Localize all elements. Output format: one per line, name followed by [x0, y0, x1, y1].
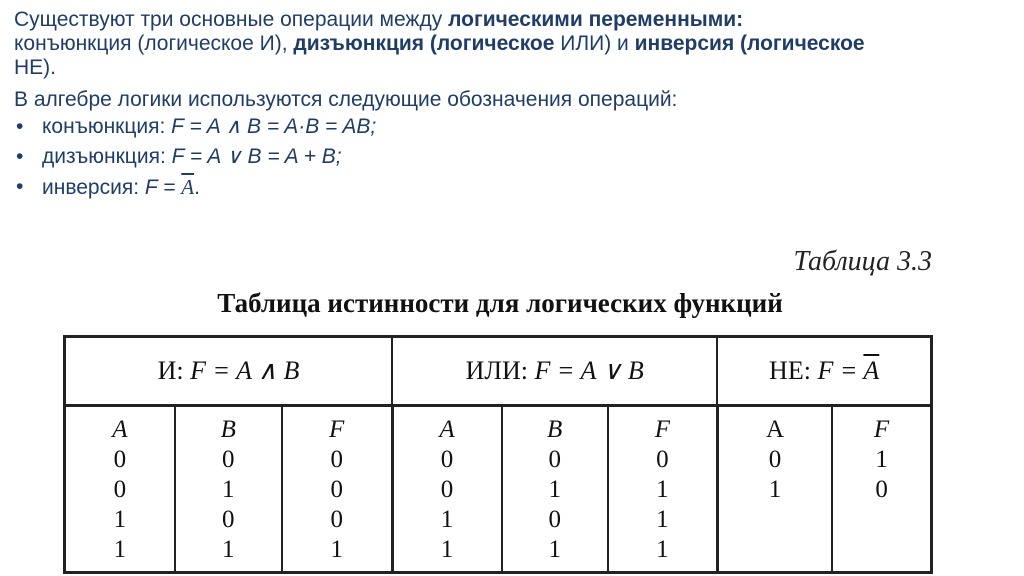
- op-formula: F = A ∧ B = A·B = AB;: [171, 115, 377, 138]
- table-group-header-row: [65, 337, 932, 406]
- list-item-conjunction: [14, 112, 1014, 142]
- list-item-inversion: [14, 172, 1014, 202]
- table-row: [65, 406, 932, 573]
- intro-line-1: [14, 8, 1014, 32]
- cell-value: 0: [656, 446, 669, 473]
- group-label: НЕ:: [769, 356, 818, 385]
- col-not-a: [717, 406, 832, 573]
- cell-value: 1: [440, 536, 454, 563]
- column-header: F: [873, 416, 890, 443]
- intro-text: [14, 8, 1014, 202]
- group-header-and: [65, 337, 393, 406]
- cell-value: 1: [656, 506, 669, 533]
- intro-line-2: [14, 32, 1014, 56]
- column-header: A: [765, 416, 785, 443]
- op-formula-tail: .: [194, 176, 200, 199]
- column-header: F: [654, 416, 670, 443]
- cell-value: 1: [768, 476, 782, 503]
- op-label: конъюнкция:: [42, 115, 172, 138]
- op-formula: F =: [144, 176, 182, 199]
- cell-value: 1: [222, 476, 235, 503]
- col-and-b: [175, 406, 282, 573]
- group-header-not: [717, 337, 931, 406]
- truth-table: [63, 335, 933, 574]
- cell-value: 1: [656, 536, 669, 563]
- table-title: Таблица истинности для логических функций: [217, 288, 783, 318]
- table-caption: Таблица 3.3: [793, 246, 932, 277]
- cell-value: 0: [875, 476, 888, 503]
- cell-value: 0: [113, 476, 127, 503]
- cell-value: 0: [440, 446, 454, 473]
- group-formula: F = A ∧ B: [190, 356, 300, 385]
- intro-line-2b: дизъюнкция: [293, 32, 430, 55]
- col-or-f: [608, 406, 717, 573]
- col-and-f: [282, 406, 392, 573]
- group-formula: F =: [817, 356, 864, 385]
- intro-line-2e: инверсия (логическое: [634, 32, 865, 55]
- cell-value: 0: [222, 506, 235, 533]
- cell-value: 1: [548, 476, 561, 503]
- group-formula: F = A ∨ B: [534, 356, 644, 385]
- intro-line-2a: конъюнкция (логическое И),: [14, 32, 294, 55]
- cell-value: 1: [222, 536, 235, 563]
- group-label: ИЛИ:: [465, 356, 535, 385]
- op-formula-overbar: $\overline{A}$: [181, 175, 195, 199]
- intro-line-3: НЕ).: [14, 56, 56, 79]
- operations-list: [14, 112, 1014, 202]
- cell-value: 0: [440, 476, 454, 503]
- cell-value: 0: [113, 446, 127, 473]
- cell-value: 1: [113, 536, 127, 563]
- cell-value: 1: [113, 506, 127, 533]
- column-header: A: [439, 416, 455, 443]
- col-or-a: [392, 406, 501, 573]
- cell-value: 0: [330, 446, 343, 473]
- group-formula-overbar: $\overline{A}$: [863, 356, 880, 385]
- intro-line-2d: ИЛИ) и: [560, 32, 635, 55]
- col-or-b: [502, 406, 608, 573]
- cell-value: 0: [330, 506, 343, 533]
- column-header: B: [220, 416, 236, 443]
- cell-value: 1: [875, 446, 888, 473]
- group-label: И:: [157, 356, 191, 385]
- group-header-or: [392, 337, 717, 406]
- col-and-a: [65, 406, 175, 573]
- cell-value: 1: [656, 476, 669, 503]
- intro-line-1-text: Существуют три основные операции между: [14, 8, 449, 31]
- op-formula: F = A ∨ B = A + B;: [171, 145, 342, 168]
- cell-value: 1: [330, 536, 343, 563]
- list-item-disjunction: [14, 142, 1014, 172]
- cell-value: 0: [548, 506, 561, 533]
- cell-value: 0: [330, 476, 343, 503]
- column-header: B: [547, 416, 563, 443]
- op-label: инверсия:: [42, 176, 145, 199]
- cell-value: 0: [768, 446, 782, 473]
- cell-value: 0: [222, 446, 235, 473]
- cell-value: 1: [440, 506, 454, 533]
- op-label: дизъюнкция:: [42, 145, 172, 168]
- column-header: F: [329, 416, 345, 443]
- intro-line-2c: (логическое: [429, 32, 561, 55]
- intro-line-1-bold: логическими переменными:: [448, 8, 744, 31]
- cell-value: 0: [548, 446, 561, 473]
- notation-intro: В алгебре логики используются следующие обозначения операций:: [14, 88, 678, 111]
- cell-value: 1: [548, 536, 561, 563]
- column-header: A: [112, 416, 128, 443]
- col-not-f: [832, 406, 931, 573]
